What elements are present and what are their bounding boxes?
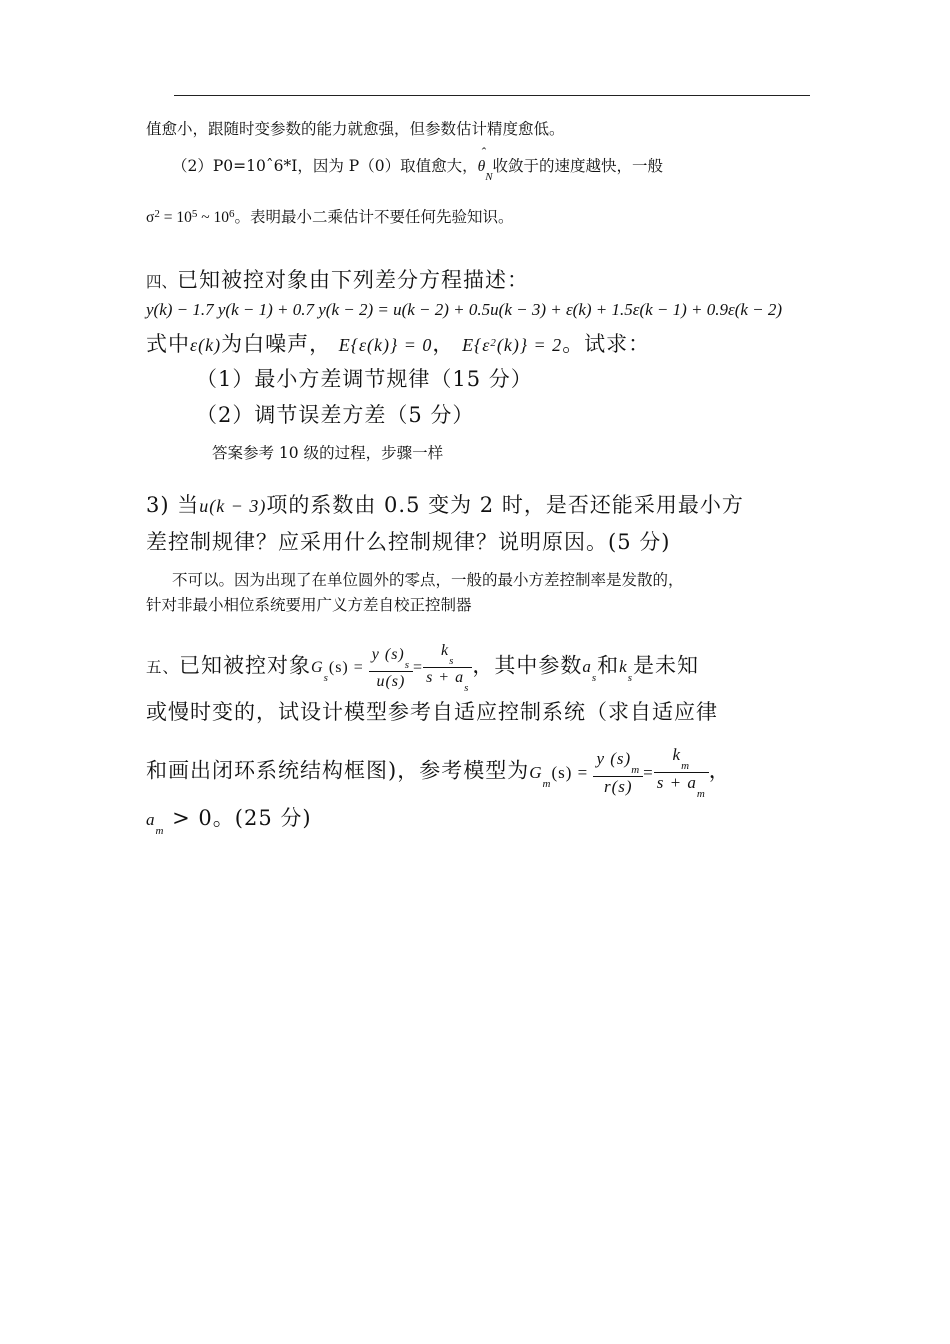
text-segment: 是未知	[632, 653, 699, 678]
question-title: 已知被控对象由下列差分方程描述：	[177, 268, 530, 292]
exponent: 2	[154, 208, 160, 220]
math-symbol: k	[619, 657, 628, 677]
text-segment: 式中	[146, 332, 190, 356]
reference-model	[529, 745, 709, 801]
hat-accent: ˆ	[480, 146, 486, 161]
math-segment: (s) =	[328, 659, 364, 677]
subscript: m	[696, 788, 706, 801]
subscript: m	[542, 777, 552, 790]
math-symbol: a	[146, 810, 156, 829]
text-segment: > 0。(25 分)	[164, 806, 312, 830]
text-segment: 。表明最小二乘估计不要任何先验知识。	[234, 208, 514, 226]
answer-text: 答案参考 10 级的过程，步骤一样	[212, 444, 444, 462]
text-segment: ，	[432, 332, 455, 356]
text-segment: 。试求：	[562, 332, 651, 356]
question-number: 四、	[146, 273, 178, 291]
subscript: m	[631, 763, 641, 776]
text-segment: 和	[597, 653, 620, 678]
q5-line3	[146, 746, 731, 801]
denominator: u(s)	[369, 671, 413, 691]
text-segment: 收敛于的速度越快，一般	[492, 157, 664, 175]
exponent: 5	[191, 208, 198, 220]
fraction	[369, 646, 413, 691]
theta: θ	[477, 158, 486, 175]
math-segment: E{ε	[462, 335, 491, 355]
subscript: s	[449, 655, 455, 667]
fraction	[423, 642, 472, 695]
subscript: s	[323, 672, 329, 685]
plant-transfer-function	[311, 642, 472, 695]
difference-equation: y(k) − 1.7 y(k − 1) + 0.7 y(k − 2) = u(k − 2) + 0.5u(k − 3) + ε(k) + 1.5ε(k − 1) + 0.9ε(k − 2)	[146, 300, 783, 319]
answer-text: 不可以。因为出现了在单位圆外的零点，一般的最小方差控制率是发散的，	[172, 571, 684, 589]
math-segment: =	[643, 762, 654, 782]
math-symbol: a	[582, 657, 592, 677]
math-segment: = 10	[159, 209, 192, 226]
text-line-p0	[172, 146, 664, 183]
text-segment: 和画出闭环系统结构框图)，参考模型为	[146, 758, 530, 783]
fraction	[593, 750, 643, 797]
text-segment: 项的系数由 0.5 变为 2 时，是否还能采用最小方	[266, 493, 744, 517]
subscript: s	[627, 672, 633, 685]
numerator: y (s)	[371, 646, 405, 663]
subscript: m	[681, 760, 691, 772]
math-segment: u(k − 3)	[199, 496, 267, 516]
math-segment: (s) =	[551, 762, 589, 782]
subscript: s	[591, 672, 598, 685]
text-segment: ，	[708, 758, 731, 783]
math-segment: =	[413, 659, 424, 677]
denominator: r(s)	[593, 776, 643, 797]
text-segment: 为白噪声，	[221, 332, 332, 356]
text-segment: （2）P0=10ˆ6*I，因为 P（0）取值愈大，	[172, 157, 478, 175]
param-ks	[619, 657, 633, 685]
text-segment: ，其中参数	[472, 653, 583, 678]
param-am	[146, 810, 165, 837]
fraction	[654, 746, 709, 801]
sigma-line	[146, 205, 514, 227]
expectation-2	[462, 335, 562, 355]
q5-line4	[146, 802, 312, 837]
text-segment: 3) 当	[146, 493, 200, 517]
header-rule	[174, 95, 810, 96]
q4-heading	[146, 264, 529, 294]
q4-item-3-line1	[146, 489, 744, 519]
q4-item-1: （1）最小方差调节规律（15 分）	[196, 367, 533, 391]
math-symbol: G	[311, 659, 324, 677]
theta-hat-symbol	[477, 146, 493, 183]
numerator: y (s)	[596, 748, 632, 768]
math-symbol: G	[529, 762, 543, 782]
sigma: σ	[146, 209, 155, 226]
answer-text: 针对非最小相位系统要用广义方差自校正控制器	[146, 596, 472, 614]
exponent: 6	[229, 208, 235, 220]
exponent: 2	[490, 337, 497, 349]
denominator: s + a	[426, 669, 465, 687]
math-segment: (k)} = 2	[496, 335, 563, 355]
theta-subscript: N	[485, 171, 493, 183]
q5-line2: 或慢时变的，试设计模型参考自适应控制系统（求自适应律	[146, 700, 718, 724]
q4-item-3-line2: 差控制规律？应采用什么控制规律？说明原因。(5 分)	[146, 530, 671, 554]
numerator: k	[441, 642, 450, 659]
text-segment: 已知被控对象	[179, 653, 312, 678]
math-segment: ~ 10	[197, 209, 229, 226]
question-number: 五、	[146, 658, 180, 677]
text-line: 值愈小，跟随时变参数的能力就愈强，但参数估计精度愈低。	[146, 120, 565, 138]
subscript: m	[155, 825, 165, 837]
param-as	[582, 657, 598, 685]
q4-condition-line	[146, 328, 650, 358]
q4-item-2: （2）调节误差方差（5 分）	[196, 403, 475, 427]
q5-line1	[146, 642, 699, 695]
math-segment: ε(k)	[190, 335, 222, 355]
subscript: s	[404, 659, 411, 671]
denominator: s + a	[656, 773, 697, 793]
numerator: k	[672, 745, 682, 764]
expectation-1: E{ε(k)} = 0	[338, 335, 433, 355]
subscript: s	[464, 682, 470, 695]
